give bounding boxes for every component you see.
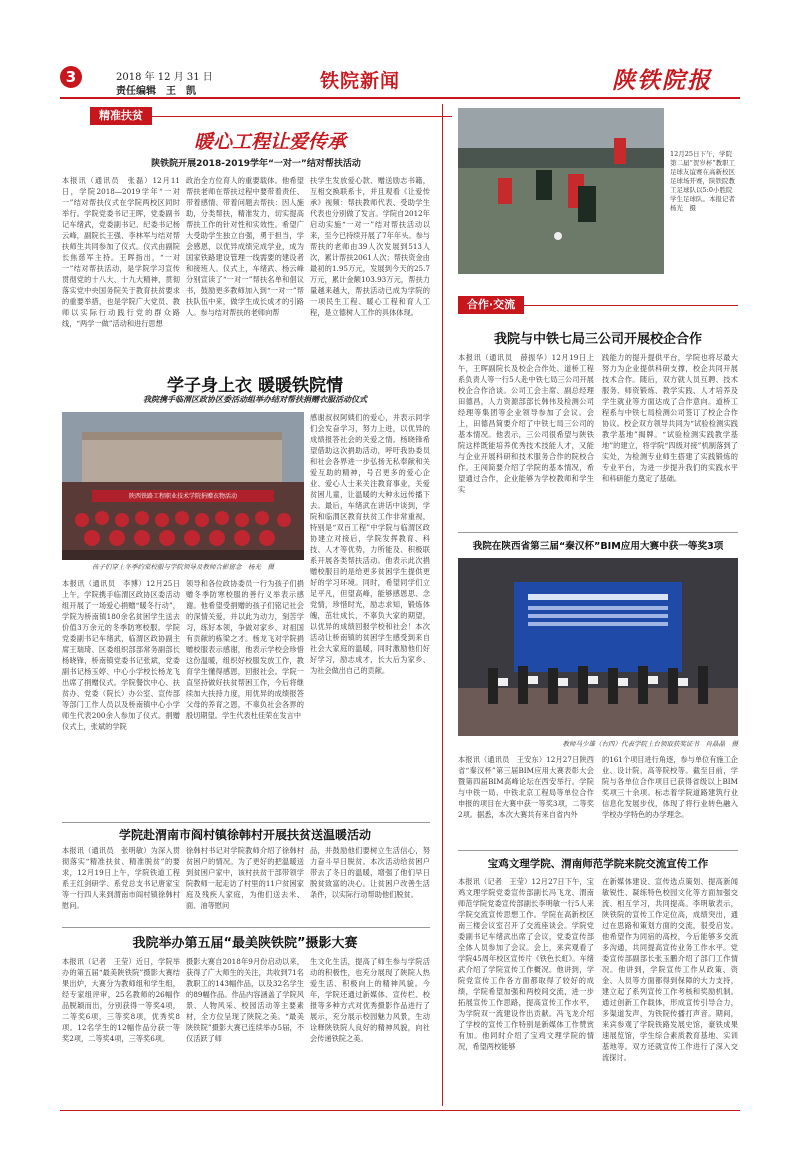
headline-weinan: 学院赴渭南市阎村镇徐韩村开展扶贫送温暖活动 [118,828,371,842]
article-warm-heart-col2: 政治全方位育人的重要载体。他希望帮扶老师在帮扶过程中要带着责任、带着感情、带着问题去帮扶：因人施助，分类帮扶，精准发力，切实提高帮扶工作的针对性和实效性。希望广大受助学生独立自强，勇于担当，学会感恩，以优异成绩完成学业，成为国家铁路建设管理一线需要的建设者和接班人。仪式上，车绪武、杨云峰分别宣读了“一对一”帮扶名单和倡议书，鼓励更多教师加入到“一对一”帮扶队伍中来，做学生成长成才的引路人。参与结对帮扶的老师向帮 [186,176,304,317]
section-name: 铁院新闻 [320,70,401,92]
football-photo-image [458,108,664,274]
article-qinhan-col1: 本报讯（通讯员 王安东）12月27日陕西省“秦汉杯”第三届BIM应用大赛表彰大会暨第四届BIM高峰论坛在西安举行。学院与中铁一局、中铁北京工程局等单位合作申报的项目在大赛中获一等奖3项，二等奖2项。据悉，本次大赛共有来自省内外 [458,755,594,819]
group-photo-banner: 陕西铁路工程职业技术学院捐赠衣物活动 [128,493,237,500]
article-xuezi-col3: 感谢叔叔阿姨们的爱心，并表示同学们会发奋学习，努力上进，以优异的成绩报答社会的关爱之情。杨晓锋希望借助这次捐助活动，呼吁我协委员和社会各界进一步弘扬无私奉献和关爱互助的精神，号召更多的爱心企业、爱心人士来关注教育事业，关爱贫困儿童，让温暖的大种永远传播下去。最后，车绪武在讲话中谈到，学院和临渭区教育扶贫工作非常重视，特别是“双百工程”中学院与临渭区政协建立对接后，学院发挥教育、科技、人才等优势，力所能及、积极联系开展各类帮扶活动。他表示此次捐赠校服目的是给更多贫困学生提供更好的学习环境。同时，希望同学们立足平凡，但望高峰，能够感恩思、念党情，珍惜时光，励志求知，锻炼体魄，茁壮成长，不辜负大家的期望，以优异的成绩回报学校和社会！本次活动让桥南镇的贫困学生感受到来自社会大家庭的温暖，同时激励他们好好学习，励志成才，长大后为家乡、为社会做出自己的贡献。 [310,413,430,675]
article-weinan-col1: 本报讯（通讯员 张明敏）为深入贯彻落实“精准扶贫、精准脱贫”的要求，12月19日上午，学院铁道工程系王红剑研学、系党总支书记唐家宝等一行四人来到渭南市阎村镇徐韩村慰问。 [62,846,180,910]
article-baoji-col2: 在新媒体建设、宣传选点策划、提高新闻敏锐性、凝练特色校园文化等方面加强交流、相互学习，共同提高。李明敏表示，陕铁院的宣传工作定位高，成绩突出，通过在思路和策划方面的交流，很受启发。他希望作为同宿的高校，今后能够多交流多沟通，共同提高宣传业务工作水平。党委宣传部副部长张玉鹏介绍了部门工作情况。他讲到，学院宣传工作从政策、资金、人员等方面都得到保障的大力支持，建立起了系列宣传工作考核和奖励机制。通过创新工作载体，形成宣传引导合力，多渠道发声，为铁院传播打声音。期间，来宾参观了学院铁路发展史馆，豪铁成果速展览馆，学生综合素质教育基地、实训基地等。双方还就宣传工作进行了深入交流探讨。 [602,877,738,1062]
group-photo-caption: 孩子们穿上冬季约棠校服与学院领导及教师合影留念 杨光 摄 [92,563,274,571]
article-warm-heart-col3: 扶学生发放爱心款、赠送励志书籍，互相交换联系卡，并且观看《让爱传承》视频：帮扶教师代表、受助学生代表也分别做了发言。学院自2012年启动实施“一对一”结对帮扶活动以来，至今已持续开展了7年年头。参与帮扶的老师由39人次发展到513人次，累计帮扶2061人次；帮扶资金由最初的1.95万元，发展到今天的25.7万元，累计金额103.93万元，帮扶力量越来越大，帮扶活动已成为学院的一项民生工程、暖心工程和育人工程，是立德树人工作的具体体现。 [310,176,430,317]
page-header [0,0,799,100]
headline-qinhan: 我院在陕西省第三届“秦汉杯”BIM应用大赛中获一等奖3项 [472,541,724,552]
subhead-warm-heart: 陕铁院开展2018-2019学年“一对一”结对帮扶活动 [151,159,361,169]
award-photo [458,558,738,736]
section-tag-poverty-label: 精准扶贫 [99,109,143,122]
award-photo-caption: 教师马少雄（右四）代表学院上台领取获奖证书 肖晶晶 摄 [562,740,738,748]
header-rule [60,97,740,99]
article-coop-col2: 践能力的提升提供平台，学院也将尽最大努力为企业提供科研支撑，校企共同开展技术合作。随后，双方就人员互聘、技术服务、师资锻炼、教学实践、人才培养及学生就业等方面达成了合作意向。道桥工程系与中铁七局检测公司签订了校企合作协议。校企双方领导共同为“试验检测实践教学基地”揭牌。“试验检测实践教学基地”的建立，将学院“四级对接”机制落到了实处，为检测专业师生搭建了实践锻炼的专业平台，为进一步提升我们的实践水平和科研能力奠定了基础。 [602,353,738,483]
headline-baoji: 宝鸡文理学院、渭南师范学院来院交流宣传工作 [487,858,709,870]
article-xuezi-col2: 领导和各位政协委员一行为孩子们捐赠冬季防寒校服的善行义举表示感谢。他希望受捐赠的孩子们铭记社会的深情关爱，并以此为动力，刻苦学习，练好本领，争做对家乡、对祖国有贡献的栋梁之才。杨龙飞对学院捐赠校服表示感谢，他表示学校会珍惜这份温暖，组织好校服发放工作，教育学生懂得感恩，回报社会。学院一直坚持做好扶贫帮困工作，今后将继续加大扶持力度，用优异的成绩报答父母的养育之恩，不辜负社会各界的殷切期望。学生代表杜佳荣在发言中 [186,579,304,720]
baoji-top-rule [458,850,738,851]
subhead-xuezi: 我院携手临渭区政协区委活动组举办结对帮扶捐赠衣服活动仪式 [143,394,367,404]
group-photo-image [62,412,304,560]
group-photo [62,412,304,560]
issue-date: 2018 年 12 月 31 日 [116,72,213,83]
weinan-top-rule [62,822,430,823]
football-photo-caption: 12月25日下午，学院第二届“贺岁杯”教职工足球友谊赛在高新校区足球场开赛，陕铁院教工足球队以5:0小胜院学生足球队。本报记者 杨光 摄 [670,150,742,212]
headline-xuezi: 学子身上衣 暖暖铁院情 [167,376,343,396]
football-photo [458,108,664,274]
article-contest-col2: 摄影大赛自2018年9月份启动以来，获得了广大师生的关注，共收到71名教职工的143幅作品，以及32名学生的89幅作品。作品内容涵盖了学院风景、人物风采、校园活动等主要素材，全方位呈现了陕院之美。“最美陕铁院”摄影大赛已连续举办5届，不仅活跃了师 [186,957,304,1043]
column-divider [442,104,443,1106]
qinhan-top-rule [458,532,738,533]
award-photo-image [458,558,738,736]
page-bottom-rule [60,1110,740,1111]
article-coop-col1: 本报讯（通讯员 薛振华）12月19日上午，王晖副院长及校企合作处、道桥工程系负责人等一行5人赴中铁七局三公司开展校企合作洽谈。公司工会主席、副总经理田德昌，人力资源部部长韩伟及检测公司经理等集团等企业领导参加了会议。会上，田德昌简要介绍了中铁七局三公司的基本情况。他表示，三公司很希望与陕铁院这样既能培养优秀技术技能人才，又能与企业开展科研和技术服务合作的院校合作。王闯简要介绍了学院的基本情况，希望通过合作，企业能够为学校教师和学生实 [458,353,594,494]
section-tag-coop-rule [524,305,738,306]
contest-top-rule [62,927,430,928]
article-contest-col1: 本报讯（记者 王莹）近日，学院举办的第五届“最美陕铁院”摄影大赛结果出炉，大赛分为教师组和学生组，经专家组评审，25名教师的26幅作品脱颖而出，分别获得一等奖4项，二等奖6项，三等奖8项，优秀奖8项。12名学生的12幅作品分获一等奖2项，二等奖4项，三等奖6项。 [62,957,180,1043]
section-tag-rule [152,116,452,117]
section-tag-coop-label: 合作·交流 [466,298,516,311]
article-weinan-col2: 徐韩村书记对学院教师介绍了徐韩村贫困户的情况。为了更好的把温暖送到贫困户家中，该村扶贫干部带领学院教师一起走访了村里的11户贫困家庭及残疾人家庭，为他们送去米、面、油等慰问 [186,846,304,910]
article-qinhan-col2: 的161个项目进行角逐，参与单位有施工企业、设计院、高等院校等。截至目前，学院与各单位合作项目已获得省级以上BIM奖项三十余项。标志着学院道路建筑行业信息化发展步伐，体现了将行业转色融入学校办学特色的办学理念。 [602,755,738,819]
headline-warm-heart: 暖心工程让爱传承 [193,131,346,153]
headline-coop: 我院与中铁七局三公司开展校企合作 [493,332,702,347]
headline-photo-contest: 我院举办第五届“最美陕铁院”摄影大赛 [132,936,358,951]
article-xuezi-col1: 本报讯（通讯员 李博）12月25日上午，学院携手临渭区政协区委活动组开展了一场爱心捐赠“暖冬行动”，学院为桥南镇180余名贫困学生送去价值3万余元的冬季防寒校服。学院党委副书记车绪武，临渭区政协副主席王瑞琦、区委组织部部常务副部长杨晓锋，桥南镇党委书记张斌，党委副书记杨玉婷、中心小学校长杨龙飞出席了捐赠仪式。学院餐饮中心、扶贫办、党委（院长）办公室、宣传部等部门工作人员以及桥南镇中心小学师生代表200余人参加了仪式。捐赠仪式上，张斌的学院 [62,579,180,731]
article-contest-col3: 生文化生活，提高了师生参与学院活动的积极性，也充分展现了陕院人热爱生活、积极向上的精神风貌。今年，学院还通过新媒体、宣传栏、校报等多种方式对优秀摄影作品进行了展示，充分展示校园魅力风景，生动诠释陕铁院人良好的精神风貌，向社会传递铁院之美。 [310,957,430,1043]
article-warm-heart-col1: 本报讯（通讯员 张磊）12月11日，学院2018—2019学年“一对一”结对帮扶仪式在学院两校区同时举行。学院党委书记王晖，党委副书记车绪武，党委副书记、纪委书记杨云峰，副院长王强、李林军与结对帮扶师生共同参加了仪式。仪式由副院长焦慈军主持。王晖指出，“一对一”结对帮扶活动，是学院学习宣传贯彻党的十八大、十九大精神，贯彻落实党中央国务院关于教育扶贫要求的重要举措，也是学院广大党员、教师以实际行动践行党的群众路线，“两学一做”活动和进行思想 [62,176,180,328]
editor-line: 责任编辑 王 凯 [116,86,196,97]
page-number: 3 [65,68,77,86]
article-weinan-col3: 品，并鼓励他们要树立生活信心，努力奋斗早日脱贫。本次活动给贫困户带去了冬日的温暖，增强了他们早日脱贫致富的决心。让贫困户改善生活条件，以实际行动帮助他们脱贫。 [310,846,430,899]
masthead: 陕铁院报 [612,67,712,94]
article-baoji-col1: 本报讯（记者 王莹）12月27日下午，宝鸡文理学院党委宣传部副长冯飞龙、渭南师范学院党委宣传部副长李明敏一行5人来学院交流宣传思想工作。学院在高新校区南三楼会议室召开了交流座谈会。学院党委副书记车绪武出席了会议，党委宣传部全体人员参加了会议。会上，来宾观看了学院45周年校区宣传片《铁色长虹》。车绪武介绍了学院宣传工作概况。他讲到，学院党宣传工作各方面都取得了较好的成绩，学院希望加强和两校间交流，进一步拓展宣传工作思路，提高宣传工作水平，为学院双一流建设作出贡献。冯飞龙介绍了学校的宣传工作特别是新媒体工作赞赏有加。他同时介绍了宝鸡文理学院的情况，希望两校能够 [458,877,594,1051]
